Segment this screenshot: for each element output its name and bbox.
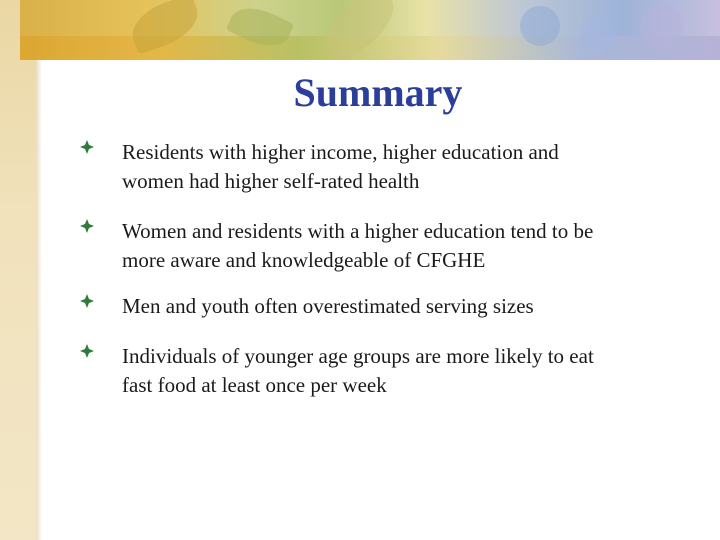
bullet-line: Men and youth often overestimated serving sizes [122,294,534,318]
diamond-bullet-icon [80,294,94,308]
bullet-line: more aware and knowledgeable of CFGHE [122,248,486,272]
bullet-line: Women and residents with a higher education tend to be [122,219,594,243]
bullet-line: Individuals of younger age groups are more likely to eat [122,344,594,368]
diamond-bullet-icon [80,140,94,154]
diamond-bullet-icon [80,344,94,358]
diamond-bullet-icon [80,219,94,233]
bullet-line: Residents with higher income, higher education and [122,140,559,164]
banner-flower [580,14,616,50]
slide-title: Summary [293,70,463,115]
bullet-text [122,292,678,321]
left-decorative-strip [0,0,36,540]
banner-flower [640,4,684,48]
bullet-line: fast food at least once per week [122,373,387,397]
bullet-text [122,342,678,400]
bullet-line: women had higher self-rated health [122,169,420,193]
banner-flower [520,6,560,46]
bullet-text [122,138,678,196]
header-banner-image [20,0,720,60]
bullet-text [122,217,678,275]
